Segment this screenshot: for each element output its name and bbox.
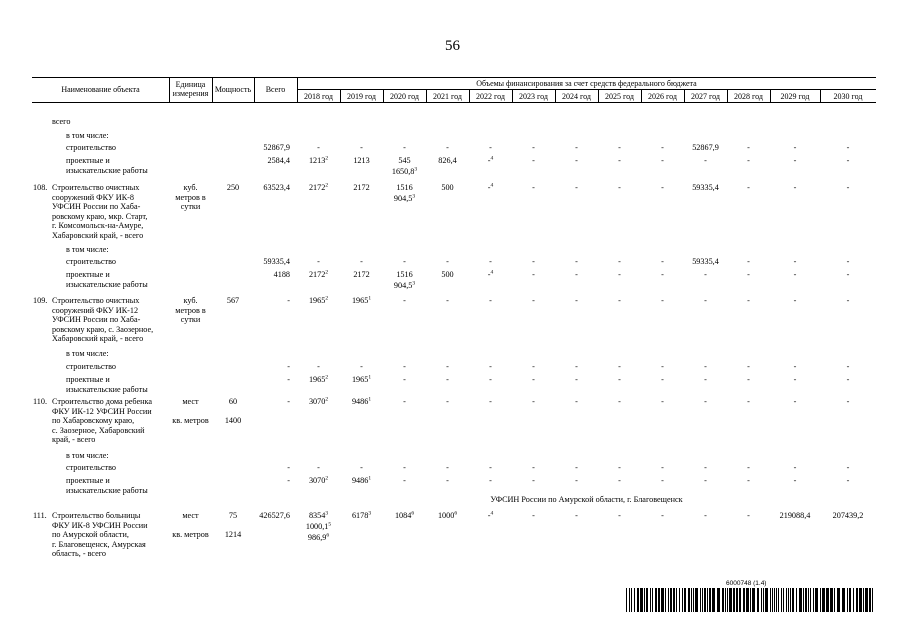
year-value: 219088,4	[779, 511, 811, 520]
header-capacity: Мощность	[214, 85, 252, 94]
year-value: -	[661, 511, 664, 520]
year-value: -	[575, 143, 578, 152]
year-value: -	[661, 476, 664, 485]
year-value: -	[489, 397, 492, 406]
header-top-rule	[32, 77, 876, 78]
year-value: -	[618, 143, 621, 152]
object-name: строительство	[66, 463, 117, 472]
year-value: -	[489, 375, 492, 384]
year-value: -	[532, 463, 535, 472]
year-value: 2172	[353, 183, 370, 192]
year-value: -	[575, 270, 578, 279]
header-year: 2025 год	[605, 92, 634, 101]
year-value: 1213$^2$	[308, 155, 329, 165]
year-value: -	[661, 463, 664, 472]
year-value: -	[793, 270, 797, 279]
barcode-label: 6000748 (1.4)	[726, 580, 767, 587]
year-value: 52867,9	[692, 143, 719, 152]
year-value: -	[793, 397, 797, 406]
total-cell: 59335,4	[263, 257, 290, 266]
capacity-cell: 75	[228, 511, 238, 520]
year-value: -	[575, 397, 578, 406]
year-value: -	[747, 511, 750, 520]
year-value: -	[575, 362, 578, 371]
year-value: -	[747, 397, 750, 406]
object-name: Строительство больницы ФКУ ИК-8 УФСИН России по Амурской области, г. Благовещенск, Амурская область, - всего	[52, 511, 148, 558]
capacity-cell: 250	[226, 183, 240, 192]
year-value: -	[704, 156, 707, 165]
year-value: 2172$^2$	[308, 182, 329, 192]
year-value: -	[489, 362, 492, 371]
total-cell: -	[287, 362, 290, 371]
year-value: 3070$^2$	[308, 475, 329, 485]
year-value: -$^4$	[487, 182, 494, 192]
year-value: 1965$^1$	[351, 374, 372, 384]
year-value: -	[747, 156, 750, 165]
year-value: -	[747, 362, 750, 371]
year-value: 545	[398, 156, 411, 165]
header-year: 2019 год	[347, 92, 376, 101]
header-year: 2024 год	[562, 92, 591, 101]
year-value: -	[793, 375, 797, 384]
year-value: -	[446, 296, 449, 305]
year-value: -	[846, 375, 850, 384]
year-value: -	[575, 257, 578, 266]
year-value: -	[793, 257, 797, 266]
year-value: 59335,4	[692, 183, 719, 192]
year-value: 1516	[396, 270, 413, 279]
year-value: -	[618, 463, 621, 472]
year-value: -	[747, 257, 750, 266]
object-name: в том числе:	[66, 349, 109, 358]
year-value: -	[403, 397, 406, 406]
year-value: -	[317, 143, 320, 152]
year-value: -	[704, 375, 707, 384]
year-value: -	[618, 375, 621, 384]
year-value: -	[360, 463, 363, 472]
object-name: строительство	[66, 143, 117, 152]
year-value: -	[793, 156, 797, 165]
year-value: -	[532, 156, 535, 165]
object-name: проектные и изыскательские работы	[66, 476, 148, 495]
header-name: Наименование объекта	[61, 85, 140, 94]
year-value: -	[575, 375, 578, 384]
unit-cell: куб. метров в сутки	[175, 296, 206, 324]
object-name: в том числе:	[66, 451, 109, 460]
year-value: -	[618, 397, 621, 406]
year-value: 1965$^1$	[351, 295, 372, 305]
year-value: -	[793, 183, 797, 192]
total-cell: 4188	[273, 270, 290, 279]
year-value: -	[618, 511, 621, 520]
year-value: -	[403, 476, 406, 485]
header-unit: Единица измерения	[172, 80, 209, 98]
year-value: -	[846, 156, 850, 165]
total-cell: -	[287, 296, 290, 305]
year-value: -	[403, 296, 406, 305]
year-value: -	[317, 362, 320, 371]
year-value: -	[489, 463, 492, 472]
barcode	[626, 588, 873, 612]
object-name: строительство	[66, 257, 117, 266]
year-value: -	[532, 270, 535, 279]
year-value: -	[403, 257, 406, 266]
year-value: -	[747, 463, 750, 472]
header-year: 2022 год	[476, 92, 505, 101]
year-value: -	[489, 476, 492, 485]
year-value: -	[618, 156, 621, 165]
year-value: 1965$^2$	[308, 374, 329, 384]
year-value: -	[661, 156, 664, 165]
year-value: -	[532, 375, 535, 384]
object-name: проектные и изыскательские работы	[66, 375, 148, 394]
object-name: Строительство дома ребенка ФКУ ИК-12 УФСИН России по Хабаровскому краю, с. Заозерное, Хабаровский край, - всего	[52, 397, 152, 444]
year-value: -	[532, 362, 535, 371]
year-value: -$^4$	[487, 510, 494, 520]
year-value: -	[793, 296, 797, 305]
year-value: -	[846, 296, 850, 305]
year-value: 826,4	[438, 156, 457, 165]
year-value: -	[360, 362, 363, 371]
year-value: -	[661, 257, 664, 266]
total-cell: 52867,9	[263, 143, 290, 152]
year-value: 9486$^1$	[351, 396, 372, 406]
header-year: 2023 год	[519, 92, 548, 101]
year-value: -	[846, 463, 850, 472]
year-value: -	[446, 143, 449, 152]
header-year: 2029 год	[780, 92, 810, 101]
year-value: 2172	[353, 270, 370, 279]
year-value: -	[793, 463, 797, 472]
year-value-extra: 986,9$^6$	[307, 532, 330, 542]
header-year: 2028 год	[734, 92, 763, 101]
capacity-cell: 60	[228, 397, 238, 406]
year-value: 9486$^1$	[351, 475, 372, 485]
year-value: -	[532, 476, 535, 485]
year-value: -	[618, 270, 621, 279]
year-value: -	[403, 375, 406, 384]
year-value: -	[618, 257, 621, 266]
year-value: -	[747, 270, 750, 279]
year-value: -	[618, 296, 621, 305]
year-value: 6178$^3$	[351, 510, 372, 520]
header-bottom-rule	[32, 102, 876, 103]
year-value: 2172$^2$	[308, 269, 329, 279]
row-number: 108.	[33, 183, 48, 192]
year-value: -	[661, 143, 664, 152]
row-number: 109.	[33, 296, 48, 305]
year-value: -	[661, 362, 664, 371]
year-value: -	[704, 362, 707, 371]
year-value: -	[532, 143, 535, 152]
year-value: -	[575, 156, 578, 165]
year-value: -	[403, 143, 406, 152]
year-value: -	[661, 270, 664, 279]
object-name: в том числе:	[66, 245, 109, 254]
object-name: всего	[52, 117, 71, 126]
year-value-extra: 1650,8$^3$	[391, 166, 418, 176]
year-value: -	[704, 476, 707, 485]
year-value: -	[446, 375, 449, 384]
year-value: -	[661, 296, 664, 305]
total-cell: 63523,4	[263, 183, 290, 192]
year-value: -	[747, 296, 750, 305]
year-value: 1516	[396, 183, 413, 192]
header-year: 2030 год	[833, 92, 863, 101]
header-year: 2027 год	[691, 92, 720, 101]
year-value: -	[618, 476, 621, 485]
object-name: Строительство очистных сооружений ФКУ ИК-8 УФСИН России по Хаба- ровскому краю, мкр. Старт, г. Комсомольск-на-Амуре, Хабаровский край, - всего	[52, 183, 148, 240]
row-number: 110.	[33, 397, 48, 406]
year-value: -	[704, 463, 707, 472]
year-value: 3070$^2$	[308, 396, 329, 406]
year-value: -	[846, 183, 850, 192]
page-number: 56	[445, 38, 460, 54]
unit-cell: мест	[182, 397, 199, 406]
year-value: -	[793, 476, 797, 485]
year-value: -	[446, 397, 449, 406]
year-value: -	[532, 397, 535, 406]
year-value: -	[846, 476, 850, 485]
header-year: 2018 год	[304, 92, 333, 101]
year-value: -	[489, 257, 492, 266]
year-value-extra: 1000,1$^5$	[305, 521, 332, 531]
year-value: -	[846, 362, 850, 371]
year-value: -	[446, 257, 449, 266]
year-value: -	[704, 270, 707, 279]
year-value: -	[575, 183, 578, 192]
total-cell: -	[287, 463, 290, 472]
header-year: 2021 год	[433, 92, 462, 101]
unit-cell-2: кв. метров	[172, 530, 209, 539]
year-value: 1965$^2$	[308, 295, 329, 305]
object-name: строительство	[66, 362, 117, 371]
year-value: -	[793, 143, 797, 152]
year-value: -	[661, 183, 664, 192]
year-value: 207439,2	[832, 511, 864, 520]
year-value: -	[747, 183, 750, 192]
header-funding: Объемы финансирования за счет средств федерального бюджета	[476, 79, 697, 88]
year-value: -	[704, 296, 707, 305]
row-number: 111.	[33, 511, 47, 520]
year-value: -	[618, 362, 621, 371]
unit-cell-2: кв. метров	[172, 416, 209, 425]
unit-cell: куб. метров в сутки	[175, 183, 206, 211]
year-value: -	[489, 143, 492, 152]
year-value: 1213	[353, 156, 370, 165]
header-year: 2020 год	[390, 92, 419, 101]
year-value: -	[747, 143, 750, 152]
object-name: проектные и изыскательские работы	[66, 156, 148, 175]
year-value: -	[793, 362, 797, 371]
year-value: -	[446, 463, 449, 472]
total-cell: -	[287, 397, 290, 406]
year-value: 8354$^3$	[308, 510, 329, 520]
year-value-extra: 904,5$^3$	[393, 193, 416, 203]
year-value: 1000$^6$	[437, 510, 458, 520]
year-value: -	[532, 296, 535, 305]
year-value: -$^4$	[487, 155, 494, 165]
year-value: -	[532, 183, 535, 192]
year-value: -	[846, 397, 850, 406]
year-value: -	[575, 296, 578, 305]
year-value: -	[532, 257, 535, 266]
year-value: -	[403, 463, 406, 472]
year-value: -	[360, 257, 363, 266]
year-value: -	[661, 397, 664, 406]
capacity-cell-2: 1400	[224, 416, 242, 425]
year-value-extra: 904,5$^3$	[393, 280, 416, 290]
year-value: -	[317, 463, 320, 472]
year-value: -	[747, 476, 750, 485]
year-value: -	[704, 397, 707, 406]
year-value: -	[575, 511, 578, 520]
year-value: -	[704, 511, 707, 520]
year-value: 59335,4	[692, 257, 719, 266]
year-value: -	[846, 257, 850, 266]
year-value: 500	[441, 270, 454, 279]
year-value: 500	[441, 183, 454, 192]
header-year: 2026 год	[648, 92, 677, 101]
total-cell: 426527,6	[259, 511, 290, 520]
year-value: -	[532, 511, 535, 520]
object-name: Строительство очистных сооружений ФКУ ИК-12 УФСИН России по Хаба- ровскому краю, с. Заозерное, Хабаровский край, - всего	[52, 296, 154, 343]
year-value: -	[661, 375, 664, 384]
header-total: Всего	[265, 85, 286, 94]
total-cell: -	[287, 476, 290, 485]
unit-cell: мест	[182, 511, 199, 520]
year-value: -	[317, 257, 320, 266]
object-name: в том числе:	[66, 131, 109, 140]
total-cell: -	[287, 375, 290, 384]
year-value: -	[846, 143, 850, 152]
year-value: -	[446, 476, 449, 485]
object-name: проектные и изыскательские работы	[66, 270, 148, 289]
year-value: -	[446, 362, 449, 371]
section-header: УФСИН России по Амурской области, г. Благовещенск	[490, 495, 683, 504]
year-value: -	[747, 375, 750, 384]
year-value: -	[360, 143, 363, 152]
year-value: -	[575, 476, 578, 485]
total-cell: 2584,4	[267, 156, 290, 165]
year-value: 1084$^6$	[394, 510, 415, 520]
capacity-cell-2: 1214	[224, 530, 242, 539]
year-value: -	[575, 463, 578, 472]
year-value: -	[489, 296, 492, 305]
year-value: -	[846, 270, 850, 279]
year-value: -$^4$	[487, 269, 494, 279]
year-value: -	[403, 362, 406, 371]
year-value: -	[618, 183, 621, 192]
capacity-cell: 567	[226, 296, 240, 305]
